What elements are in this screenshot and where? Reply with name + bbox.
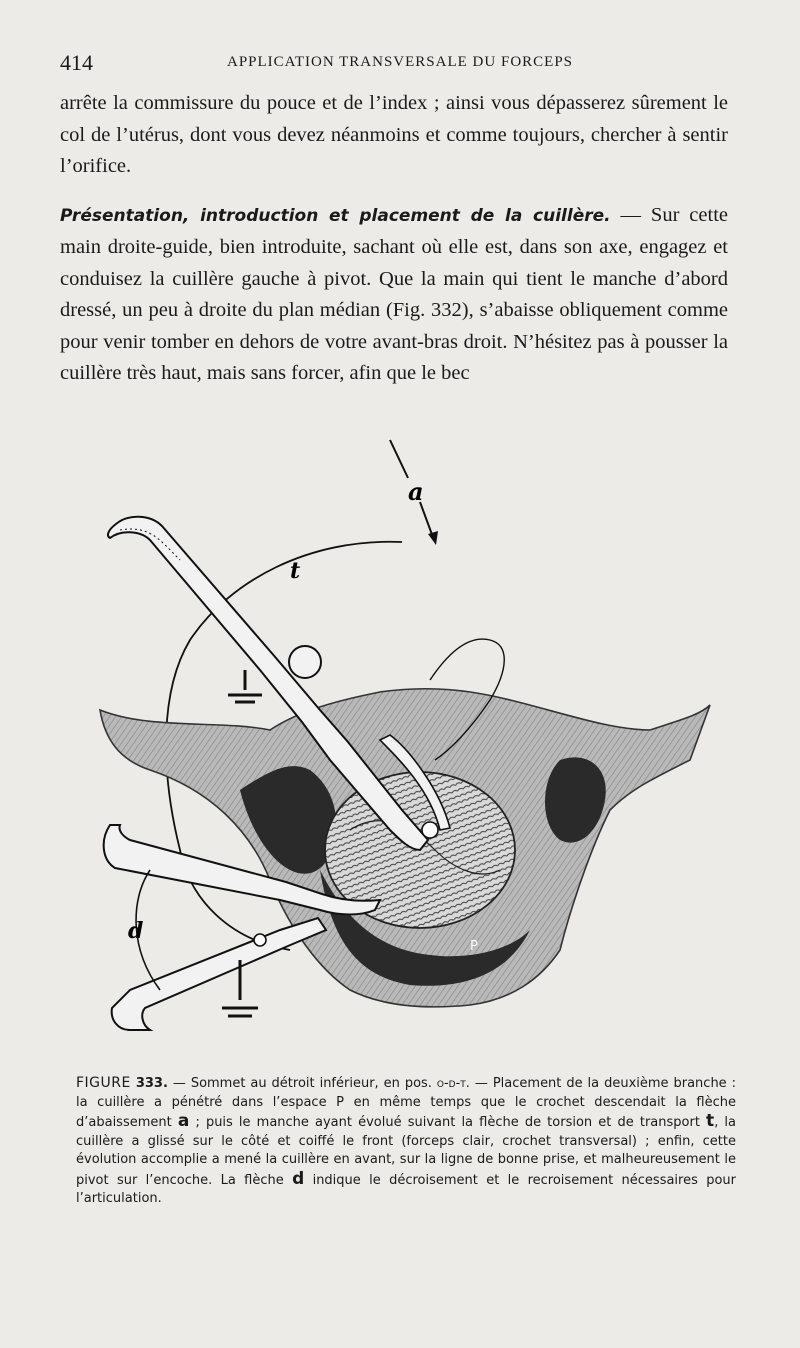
label-a: a xyxy=(408,477,424,506)
figure-label: FIGURE xyxy=(76,1075,131,1091)
caption-part-1: — Sommet au détroit inférieur, en pos. xyxy=(167,1076,437,1091)
forceps-illustration xyxy=(90,430,740,1070)
paragraph-2 xyxy=(60,200,728,390)
label-t: t xyxy=(290,558,301,584)
caption-arrow-d: d xyxy=(292,1168,305,1189)
section-heading: Présentation, introduction et placement de la cuillère. xyxy=(60,205,611,226)
paragraph-1: arrête la commissure du pouce et de l’index ; ainsi vous dépasserez sûrement le col de l’utérus, dont vous devez néanmoins et comme toujours, chercher à sentir l’orifice. xyxy=(60,92,728,177)
caption-arrow-a: a xyxy=(177,1111,190,1131)
caption-part-4: , la cuillère a glissé sur le côté et coiffé le front (forceps clair, crochet transversal) ; enfin, cette évolution accomplie a mené la cuillère en avant, sur la ligne de bonne prise, et malheureusement le pivot sur l’encoche. La flèche xyxy=(76,1115,737,1188)
caption-part-3: ; puis le manche ayant évolué suivant la flèche de torsion et de transport xyxy=(189,1115,707,1130)
figure-caption xyxy=(76,1074,736,1209)
caption-position: o-d-t xyxy=(436,1076,466,1091)
body-text xyxy=(60,88,728,390)
caption-part-2: . — Placement de la deuxième branche : la cuillère a pénétré dans l’espace P en même temps que le crochet descendait la flèche d’abaissement xyxy=(76,1076,737,1130)
label-d: d xyxy=(128,918,144,944)
label-P: P xyxy=(470,939,478,954)
figure-number: 333. xyxy=(135,1076,168,1091)
caption-arrow-t: t xyxy=(706,1111,715,1131)
paragraph-2-text: — Sur cette main droite-guide, bien introduite, sachant où elle est, dans son axe, engagez et conduisez la cuillère gauche à pivot. Que la main qui tient le manche d’abord dressé, un peu à droite du plan médian (Fig. 332), s’abaisse obliquement comme pour venir tomber en dehors de votre avant-bras droit. N’hésitez pas à pousser la cuillère très haut, mais sans forcer, afin que le bec xyxy=(60,203,728,384)
page-number: 414 xyxy=(60,50,93,75)
caption-part-5: indique le décroisement et le recroisement nécessaires pour l’articulation. xyxy=(76,1172,737,1206)
running-head: APPLICATION TRANSVERSALE DU FORCEPS xyxy=(226,54,574,70)
page-header xyxy=(60,50,740,80)
